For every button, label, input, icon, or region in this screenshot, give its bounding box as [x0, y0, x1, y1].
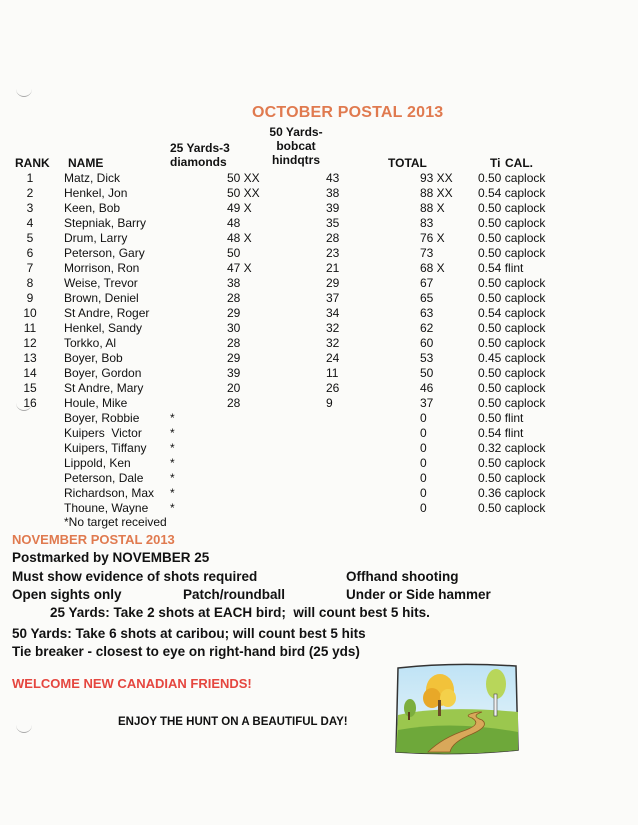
header-50-line3: hindqtrs — [272, 153, 320, 167]
rank-cell: 15 — [23, 381, 37, 395]
total-cell: 0 — [420, 456, 427, 470]
total-cell: 0 — [420, 411, 427, 425]
caliber-cell: 0.32 caplock — [478, 441, 546, 455]
score-25-cell: 29 — [227, 306, 241, 320]
score-50-cell: 9 — [326, 396, 333, 410]
caliber-cell: 0.50 caplock — [478, 246, 546, 260]
total-cell: 53 — [420, 351, 434, 365]
name-cell: Boyer, Robbie — [64, 411, 140, 425]
punch-hole-mark — [16, 722, 32, 733]
total-cell: 0 — [420, 486, 427, 500]
total-cell: 0 — [420, 471, 427, 485]
total-cell: 0 — [420, 441, 427, 455]
name-cell: Lippold, Ken — [64, 456, 131, 470]
caliber-cell: 0.50 caplock — [478, 321, 546, 335]
score-25-cell: 28 — [227, 291, 241, 305]
no-target-marker: * — [170, 471, 175, 485]
caliber-cell: 0.54 flint — [478, 426, 524, 440]
score-25-cell: 28 — [227, 396, 241, 410]
total-cell: 50 — [420, 366, 434, 380]
table-row — [0, 426, 638, 441]
autumn-landscape-image — [392, 660, 522, 760]
total-cell: 76 X — [420, 231, 445, 245]
caliber-cell: 0.54 flint — [478, 261, 524, 275]
rank-cell: 5 — [26, 231, 34, 245]
table-row — [0, 396, 638, 411]
score-50-cell: 23 — [326, 246, 340, 260]
name-cell: Peterson, Gary — [64, 246, 145, 260]
name-cell: Thoune, Wayne — [64, 501, 149, 515]
caliber-cell: 0.50 caplock — [478, 366, 546, 380]
score-50-cell: 35 — [326, 216, 340, 230]
no-target-marker: * — [170, 501, 175, 515]
name-cell: St Andre, Mary — [64, 381, 144, 395]
rank-cell: 8 — [26, 276, 34, 290]
postmark-deadline: Postmarked by NOVEMBER 25 — [12, 550, 210, 565]
score-50-cell: 32 — [326, 336, 340, 350]
table-row — [0, 186, 638, 201]
caliber-cell: 0.36 caplock — [478, 486, 546, 500]
table-row — [0, 336, 638, 351]
total-cell: 60 — [420, 336, 434, 350]
table-row — [0, 351, 638, 366]
table-row — [0, 411, 638, 426]
rule-50-yards: 50 Yards: Take 6 shots at caribou; will count best 5 hits — [12, 626, 366, 641]
score-25-cell: 50 XX — [227, 186, 260, 200]
header-caliber: CAL. — [505, 156, 533, 170]
november-title: NOVEMBER POSTAL 2013 — [12, 532, 175, 547]
score-25-cell: 48 X — [227, 231, 252, 245]
score-25-cell: 20 — [227, 381, 241, 395]
rank-cell: 6 — [26, 246, 34, 260]
caliber-cell: 0.54 caplock — [478, 306, 546, 320]
name-cell: Weise, Trevor — [64, 276, 138, 290]
score-25-cell: 29 — [227, 351, 241, 365]
total-cell: 73 — [420, 246, 434, 260]
table-row — [0, 231, 638, 246]
rank-cell: 12 — [23, 336, 37, 350]
total-cell: 0 — [420, 501, 427, 515]
name-cell: Boyer, Bob — [64, 351, 123, 365]
no-target-marker: * — [170, 426, 175, 440]
no-target-marker: * — [170, 411, 175, 425]
table-row — [0, 276, 638, 291]
caliber-cell: 0.45 caplock — [478, 351, 546, 365]
rank-cell: 7 — [26, 261, 34, 275]
patch-requirement: Patch/roundball — [183, 587, 286, 602]
score-50-cell: 26 — [326, 381, 340, 395]
table-row — [0, 471, 638, 486]
name-cell: Houle, Mike — [64, 396, 128, 410]
caliber-cell: 0.54 caplock — [478, 186, 546, 200]
total-cell: 0 — [420, 426, 427, 440]
caliber-cell: 0.50 caplock — [478, 501, 546, 515]
rank-cell: 4 — [26, 216, 34, 230]
caliber-cell: 0.50 caplock — [478, 396, 546, 410]
total-cell: 68 X — [420, 261, 445, 275]
score-50-cell: 28 — [326, 231, 340, 245]
score-25-cell: 49 X — [227, 201, 252, 215]
score-50-cell: 34 — [326, 306, 340, 320]
rank-cell: 16 — [23, 396, 37, 410]
hammer-requirement: Under or Side hammer — [346, 587, 491, 602]
table-row — [0, 381, 638, 396]
score-50-cell: 38 — [326, 186, 340, 200]
caliber-cell: 0.50 caplock — [478, 171, 546, 185]
table-row — [0, 321, 638, 336]
punch-hole-mark — [16, 86, 32, 97]
total-cell: 37 — [420, 396, 434, 410]
score-25-cell: 38 — [227, 276, 241, 290]
name-cell: St Andre, Roger — [64, 306, 150, 320]
table-row — [0, 486, 638, 501]
score-50-cell: 43 — [326, 171, 340, 185]
total-cell: 93 XX — [420, 171, 453, 185]
score-25-cell: 50 XX — [227, 171, 260, 185]
rank-cell: 9 — [26, 291, 34, 305]
header-50-line1: 50 Yards- — [269, 125, 323, 139]
name-cell: Peterson, Dale — [64, 471, 144, 485]
total-cell: 65 — [420, 291, 434, 305]
table-row — [0, 246, 638, 261]
name-cell: Henkel, Sandy — [64, 321, 143, 335]
name-cell: Brown, Deniel — [64, 291, 139, 305]
header-25-line2: diamonds — [170, 155, 227, 169]
total-cell: 83 — [420, 216, 434, 230]
score-50-cell: 32 — [326, 321, 340, 335]
score-25-cell: 30 — [227, 321, 241, 335]
caliber-cell: 0.50 caplock — [478, 336, 546, 350]
score-25-cell: 48 — [227, 216, 241, 230]
rank-cell: 11 — [23, 321, 37, 335]
no-target-marker: * — [170, 456, 175, 470]
table-row — [0, 261, 638, 276]
header-50-line2: bobcat — [276, 139, 316, 153]
score-25-cell: 28 — [227, 336, 241, 350]
score-50-cell: 39 — [326, 201, 340, 215]
score-50-cell: 29 — [326, 276, 340, 290]
header-50-yards — [266, 125, 326, 167]
name-cell: Henkel, Jon — [64, 186, 128, 200]
offhand-requirement: Offhand shooting — [346, 569, 459, 584]
caliber-cell: 0.50 caplock — [478, 276, 546, 290]
table-row — [0, 216, 638, 231]
table-row — [0, 291, 638, 306]
name-cell: Kuipers Victor — [64, 426, 142, 440]
table-row — [0, 171, 638, 186]
header-25-yards — [170, 141, 230, 169]
caliber-cell: 0.50 caplock — [478, 291, 546, 305]
header-25-line1: 25 Yards-3 — [170, 141, 230, 155]
sights-requirement: Open sights only — [12, 587, 122, 602]
header-name: NAME — [68, 156, 104, 170]
welcome-message: WELCOME NEW CANADIAN FRIENDS! — [12, 676, 252, 691]
table-row — [0, 441, 638, 456]
rank-cell: 3 — [26, 201, 34, 215]
rank-cell: 2 — [26, 186, 34, 200]
total-cell: 88 X — [420, 201, 445, 215]
tie-breaker-rule: Tie breaker - closest to eye on right-hand bird (25 yds) — [12, 644, 360, 659]
caliber-cell: 0.50 caplock — [478, 201, 546, 215]
total-cell: 88 XX — [420, 186, 453, 200]
caliber-cell: 0.50 caplock — [478, 456, 546, 470]
rank-cell: 10 — [23, 306, 37, 320]
rank-cell: 1 — [26, 171, 34, 185]
name-cell: Kuipers, Tiffany — [64, 441, 147, 455]
footnote: *No target received — [64, 515, 167, 529]
caliber-cell: 0.50 caplock — [478, 471, 546, 485]
table-row — [0, 366, 638, 381]
table-row — [0, 456, 638, 471]
name-cell: Richardson, Max — [64, 486, 155, 500]
name-cell: Stepniak, Barry — [64, 216, 147, 230]
score-25-cell: 50 — [227, 246, 241, 260]
header-rank: RANK — [15, 156, 50, 170]
caliber-cell: 0.50 caplock — [478, 216, 546, 230]
score-50-cell: 11 — [326, 366, 339, 380]
name-cell: Morrison, Ron — [64, 261, 140, 275]
score-25-cell: 47 X — [227, 261, 252, 275]
total-cell: 46 — [420, 381, 434, 395]
table-row — [0, 501, 638, 516]
total-cell: 67 — [420, 276, 434, 290]
rank-cell: 13 — [23, 351, 37, 365]
score-25-cell: 39 — [227, 366, 241, 380]
name-cell: Boyer, Gordon — [64, 366, 142, 380]
rank-cell: 14 — [23, 366, 37, 380]
page-title: OCTOBER POSTAL 2013 — [252, 104, 444, 121]
enjoy-message: ENJOY THE HUNT ON A BEAUTIFUL DAY! — [118, 716, 348, 728]
total-cell: 62 — [420, 321, 434, 335]
table-row — [0, 306, 638, 321]
caliber-cell: 0.50 caplock — [478, 231, 546, 245]
no-target-marker: * — [170, 441, 175, 455]
caliber-cell: 0.50 flint — [478, 411, 524, 425]
name-cell: Keen, Bob — [64, 201, 121, 215]
score-50-cell: 24 — [326, 351, 340, 365]
score-50-cell: 21 — [326, 261, 340, 275]
score-50-cell: 37 — [326, 291, 340, 305]
total-cell: 63 — [420, 306, 434, 320]
table-row — [0, 201, 638, 216]
caliber-cell: 0.50 caplock — [478, 381, 546, 395]
name-cell: Drum, Larry — [64, 231, 128, 245]
name-cell: Matz, Dick — [64, 171, 121, 185]
rule-25-yards: 25 Yards: Take 2 shots at EACH bird; will count best 5 hits. — [50, 605, 430, 620]
evidence-requirement: Must show evidence of shots required — [12, 569, 258, 584]
name-cell: Torkko, Al — [64, 336, 117, 350]
header-tie: Ti — [490, 156, 501, 170]
header-total: TOTAL — [388, 156, 427, 170]
no-target-marker: * — [170, 486, 175, 500]
